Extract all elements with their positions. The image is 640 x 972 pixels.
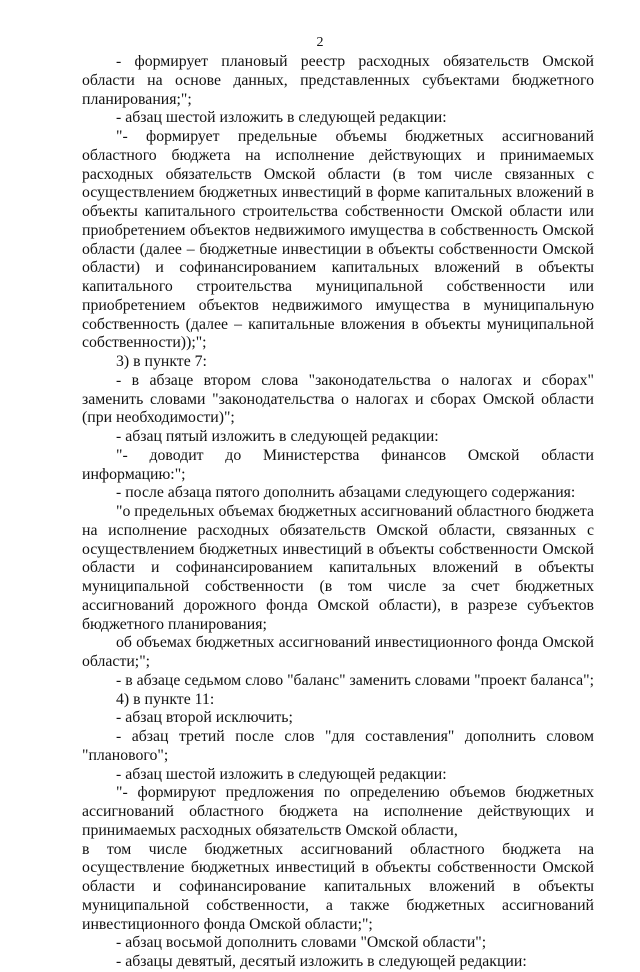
paragraph-12: 4) в пункте 11: (116, 690, 215, 708)
paragraph-16: "- формируют предложения по определению объемов бюджетных ассигнований областного бюджета на исполнение действующих и принимаемых расходных обязательств Омской области, (82, 784, 594, 839)
paragraph-5: - в абзаце втором слова "законодательства о налогах и сборах" заменить словами "законодательства о налогах и сборах Омской области (при необходимости)"; (82, 371, 594, 427)
paragraph-18: - абзац восьмой дополнить словами "Омской области"; (116, 934, 487, 952)
paragraph-19: - абзацы девятый, десятый изложить в следующей редакции: (116, 953, 527, 970)
document-body (82, 53, 594, 972)
paragraph-4: 3) в пункте 7: (116, 353, 207, 370)
paragraph-2: - абзац шестой изложить в следующей редакции: (116, 109, 447, 127)
paragraph-3: "- формирует предельные объемы бюджетных ассигнований областного бюджета на исполнение действующих и принимаемых расходных обязательств Омской области (в том числе связанных с осуществлением бюджетных инвестиций в форме капитальных вложений в объекты капитального строительства собственности Омской области или приобретением объектов недвижимого имущества в собственность Омской области (далее – бюджетные инвестиции в объекты собственности Омской области) и софинансированием капитальных вложений в объекты капитального строительства муниципальной собственности или приобретением объектов недвижимого имущества в муниципальную собственность (далее – капитальные вложения в объекты муниципальной собственности));"; (82, 128, 594, 352)
paragraph-14: - абзац третий после слов "для составления" дополнить словом "планового"; (82, 728, 594, 764)
paragraph-13: - абзац второй исключить; (116, 709, 293, 727)
paragraph-6: - абзац пятый изложить в следующей редакции: (116, 428, 439, 445)
paragraph-8: - после абзаца пятого дополнить абзацами следующего содержания: (116, 484, 576, 502)
paragraph-7: "- доводит до Министерства финансов Омской области информацию:"; (82, 446, 594, 483)
page-number: 2 (316, 35, 324, 50)
paragraph-9: "о предельных объемах бюджетных ассигнований областного бюджета на исполнение расходных обязательств Омской области, связанных с осуществлением бюджетных инвестиций в объекты собственности Омской области и софинансированием капитальных вложений в объекты муниципальной собственности (в том числе за счет бюджетных ассигнований дорожного фонда Омской области), в разрезе субъектов бюджетного планирования; (82, 503, 595, 633)
paragraph-17: в том числе бюджетных ассигнований областного бюджета на осуществление бюджетных инвестиций в объекты собственности Омской области и софинансирование капитальных вложений в объекты муниципальной собственности, а также бюджетных ассигнований инвестиционного фонда Омской области;"; (82, 840, 594, 933)
paragraph-11: - в абзаце седьмом слово "баланс" заменить словами "проект баланса"; (116, 671, 594, 689)
paragraph-1: - формирует плановый реестр расходных обязательств Омской области на основе данных, представленных субъектами бюджетного планирования;"; (82, 53, 594, 108)
paragraph-10: об объемах бюджетных ассигнований инвестиционного фонда Омской области;"; (82, 634, 594, 670)
paragraph-15: - абзац шестой изложить в следующей редакции: (116, 765, 447, 783)
